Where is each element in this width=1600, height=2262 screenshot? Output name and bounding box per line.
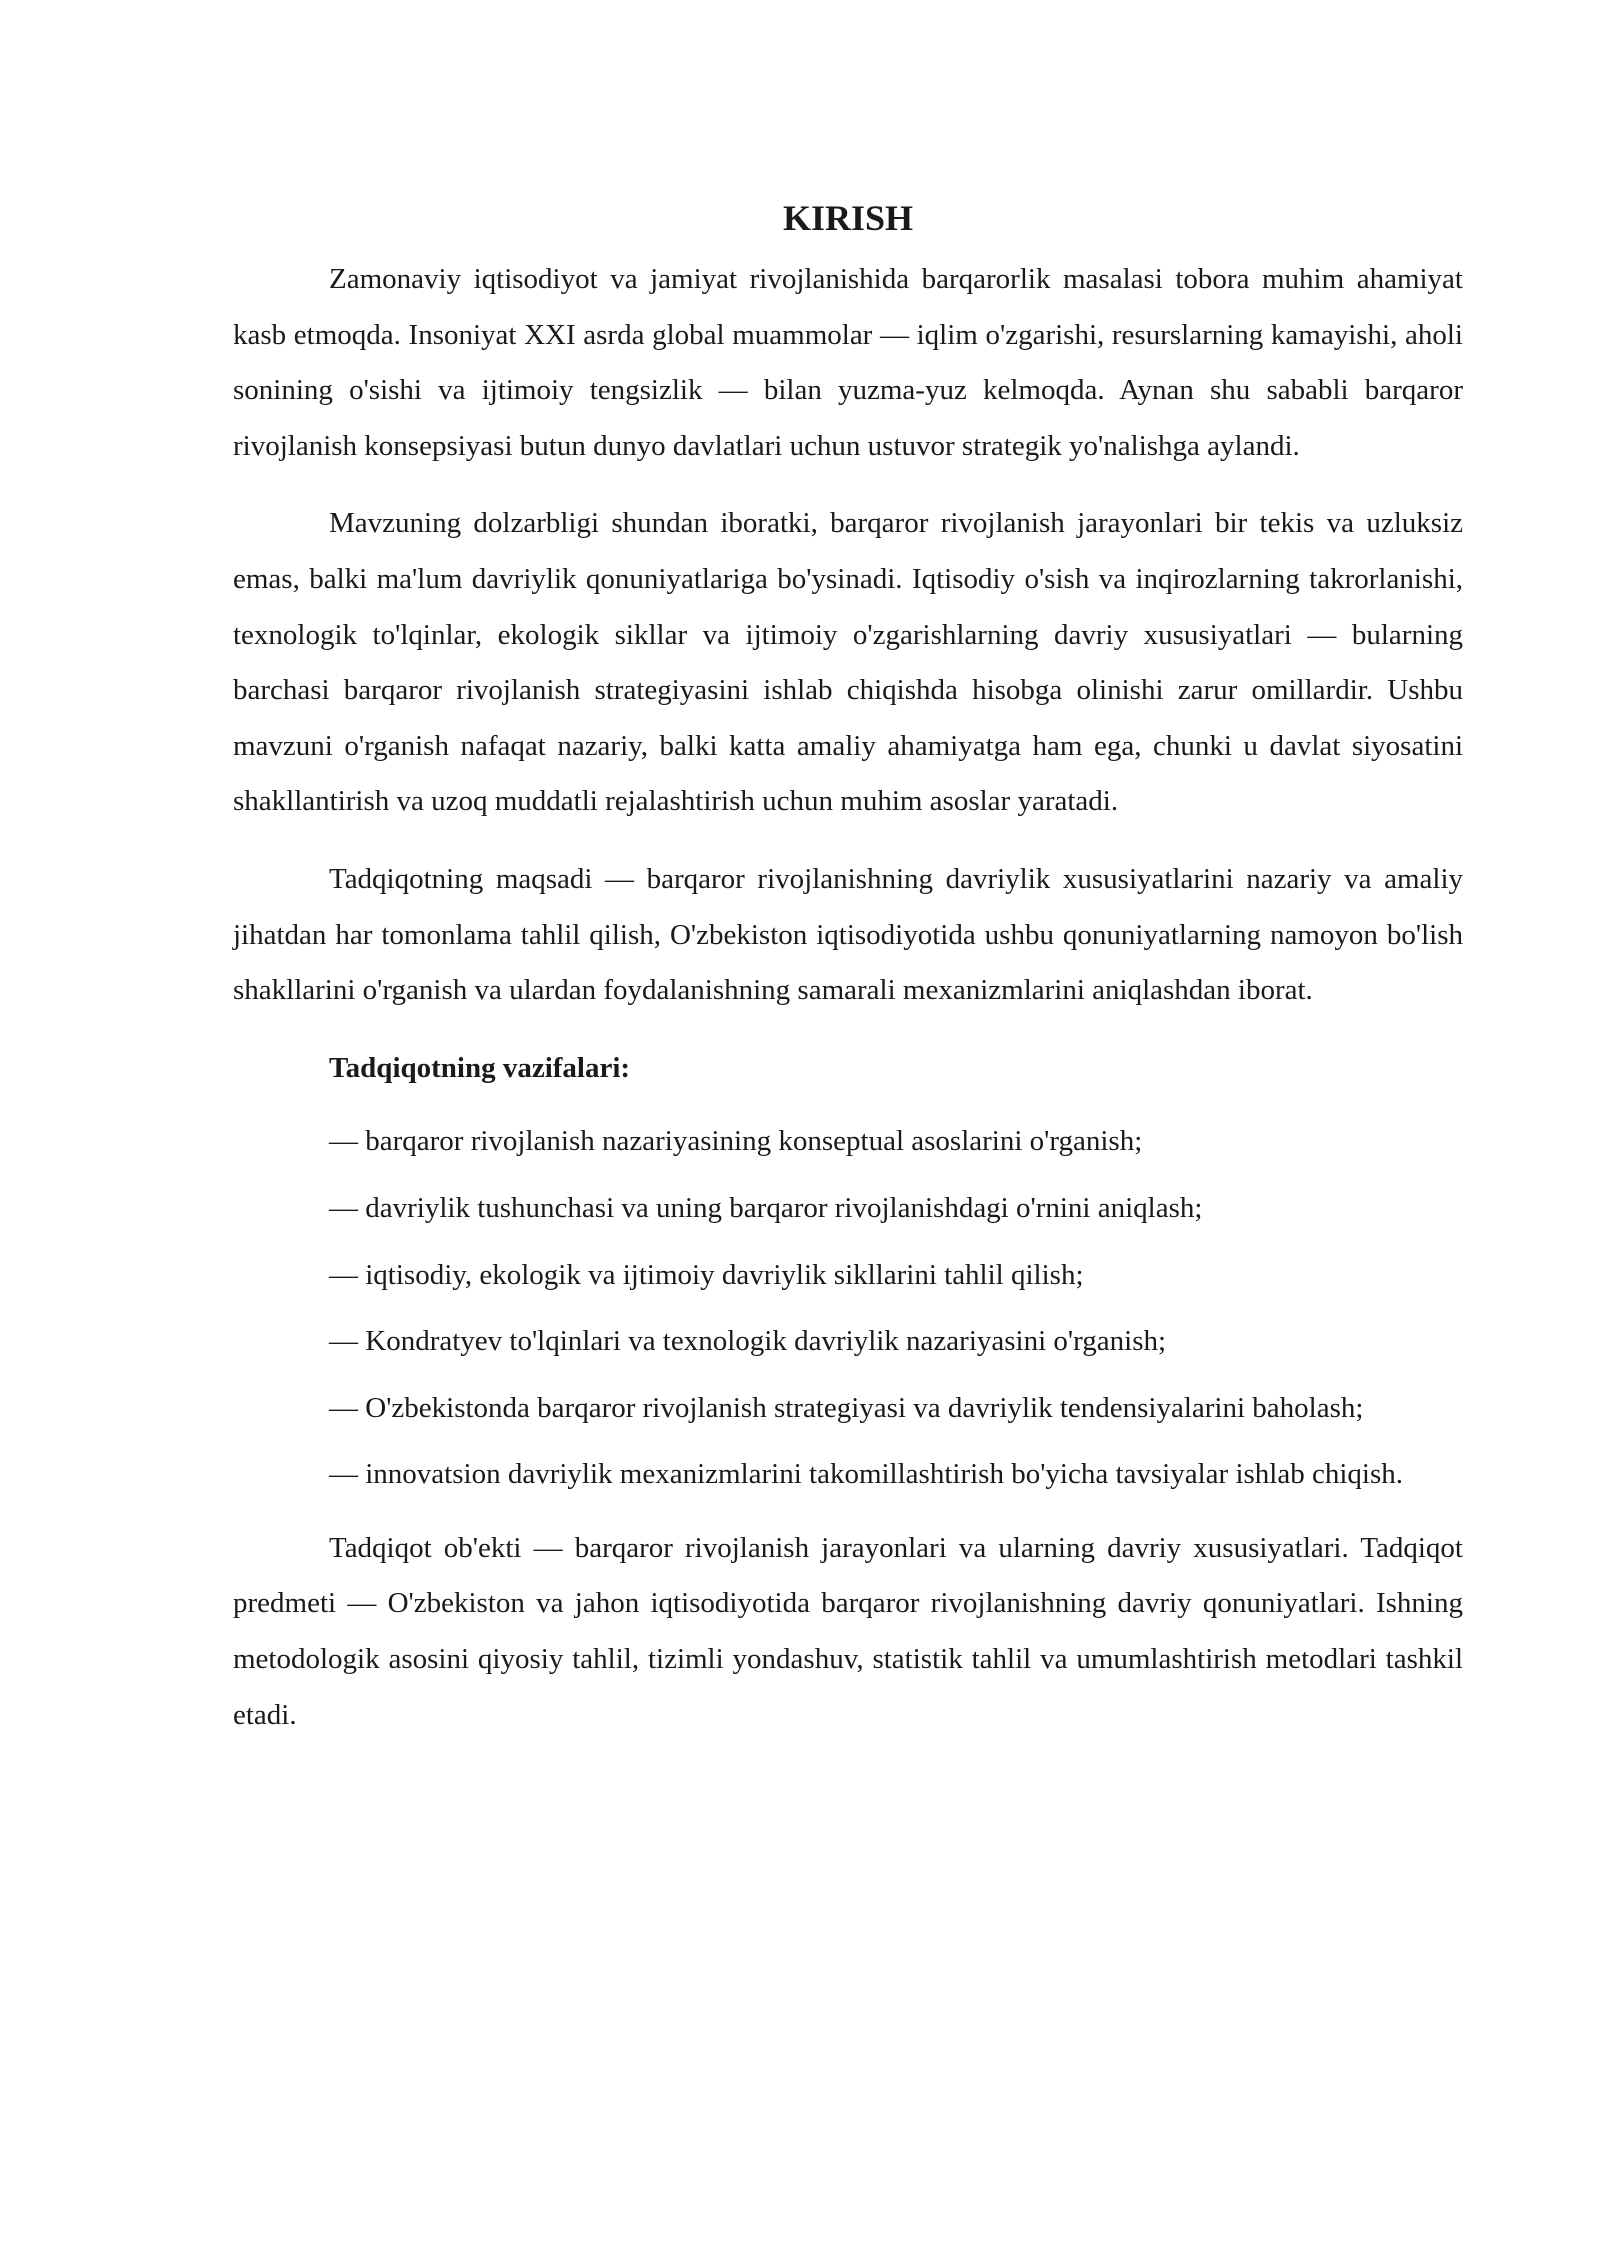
task-item: — barqaror rivojlanish nazariyasining konseptual asoslarini o'rganish; [329,1125,1143,1158]
tasks-heading: Tadqiqotning vazifalari: [329,1051,631,1084]
paragraph-introduction: Zamonaviy iqtisodiyot va jamiyat rivojlanishida barqarorlik masalasi tobora muhim ahamiyat kasb etmoqda. Insoniyat XXI asrda global muammolar — iqlim o'zgarishi, resurslarning kamayishi, aholi sonining o'sishi va ijtimoiy tengsizlik — bilan yuzma-yuz kelmoqda. Aynan shu sababli barqaror rivojlanish konsepsiyasi butun dunyo davlatlari uchun ustuvor strategik yo'nalishga aylandi. [233,263,1463,462]
document-body [233,190,1463,1765]
task-item: — O'zbekistonda barqaror rivojlanish strategiyasi va davriylik tendensiyalarini baholash; [329,1391,1364,1424]
task-item: — innovatsion davriylik mexanizmlarini takomillashtirish bo'yicha tavsiyalar ishlab chiqish. [329,1458,1403,1491]
task-item: — davriylik tushunchasi va uning barqaror rivojlanishdagi o'rnini aniqlash; [329,1191,1203,1224]
paragraph-goal: Tadqiqotning maqsadi — barqaror rivojlanishning davriylik xususiyatlarini nazariy va amaliy jihatdan har tomonlama tahlil qilish, O'zbekiston iqtisodiyotida ushbu qonuniyatlarning namoyon bo'lish shakllarini o'rganish va ulardan foydalanishning samarali mexanizmlarini aniqlashdan iborat. [233,862,1463,1007]
page-title: KIRISH [782,198,914,238]
task-item: — iqtisodiy, ekologik va ijtimoiy davriylik sikllarini tahlil qilish; [329,1258,1084,1291]
task-item: — Kondratyev to'lqinlari va texnologik davriylik nazariyasini o'rganish; [329,1325,1167,1358]
task-list [233,1114,1463,1503]
paragraph-relevance: Mavzuning dolzarbligi shundan iboratki, barqaror rivojlanish jarayonlari bir tekis va uzluksiz emas, balki ma'lum davriylik qonuniyatlariga bo'ysinadi. Iqtisodiy o'sish va inqirozlarning takrorlanishi, texnologik to'lqinlar, ekologik sikllar va ijtimoiy o'zgarishlarning davriy xususiyatlari — bularning barchasi barqaror rivojlanish strategiyasini ishlab chiqishda hisobga olinishi zarur omillardir. Ushbu mavzuni o'rganish nafaqat nazariy, balki katta amaliy ahamiyatga ham ega, chunki u davlat siyosatini shakllantirish va uzoq muddatli rejalashtirish uchun muhim asoslar yaratadi. [233,507,1463,818]
paragraph-object-subject: Tadqiqot ob'ekti — barqaror rivojlanish jarayonlari va ularning davriy xususiyatlari. Tadqiqot predmeti — O'zbekiston va jahon iqtisodiyotida barqaror rivojlanishning davriy qonuniyatlari. Ishning metodologik asosini qiyosiy tahlil, tizimli yondashuv, statistik tahlil va umumlashtirish metodlari tashkil etadi. [233,1531,1463,1731]
